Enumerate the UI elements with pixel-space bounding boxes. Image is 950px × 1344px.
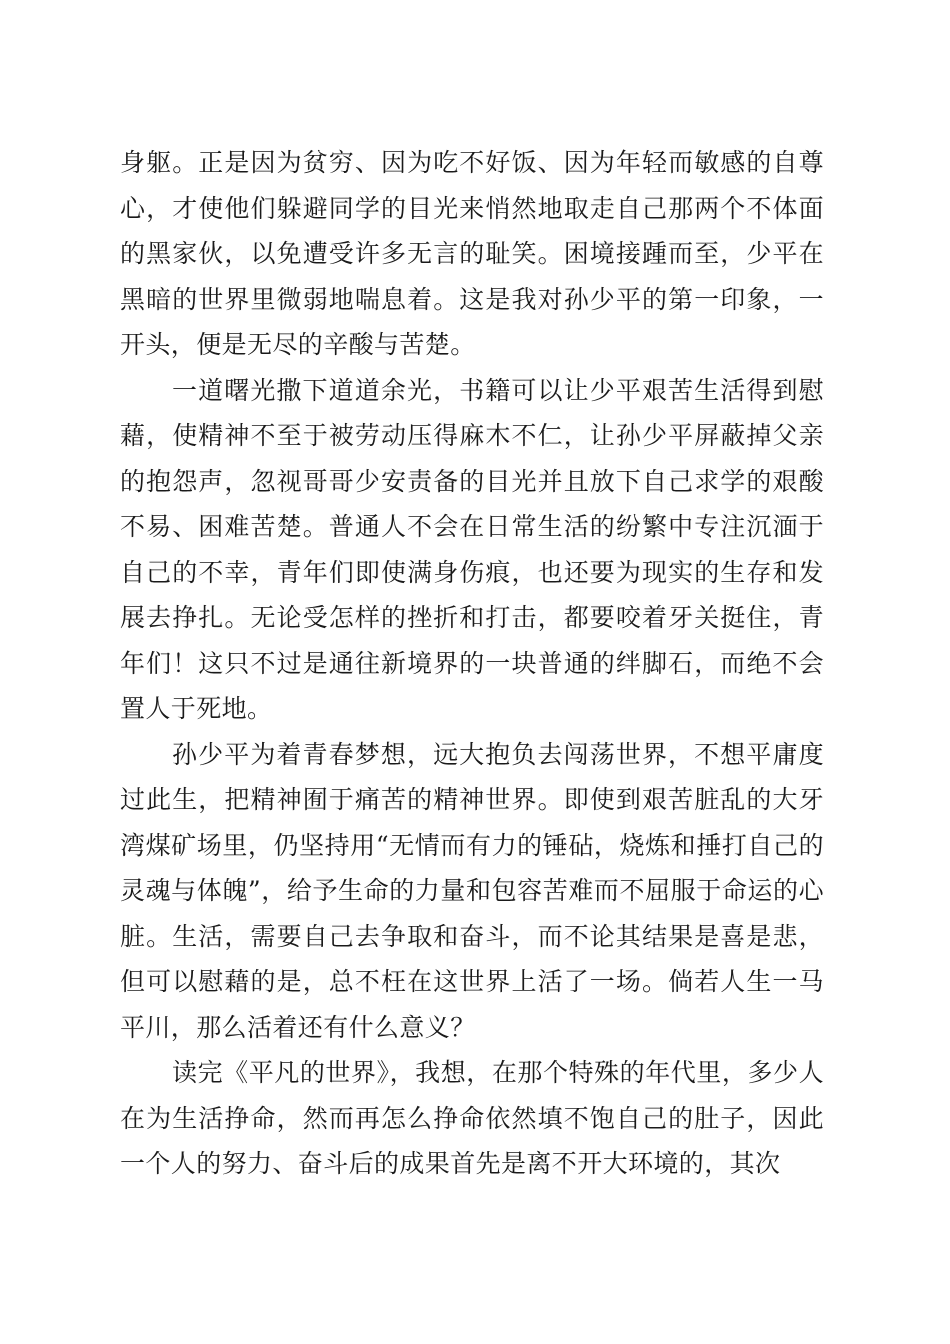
document-body <box>120 140 824 1187</box>
paragraph-4: 读完《平凡的世界》，我想，在那个特殊的年代里，多少人在为生活挣命，然而再怎么挣命依然填不饱自己的肚子，因此一个人的努力、奋斗后的成果首先是离不开大环境的，其次 <box>120 1058 824 1178</box>
paragraph-3: 孙少平为着青春梦想，远大抱负去闯荡世界，不想平庸度过此生，把精神囿于痛苦的精神世界。即使到艰苦脏乱的大牙湾煤矿场里，仍坚持用“无情而有力的锤砧，烧炼和捶打自己的灵魂与体魄”，给予生命的力量和包容苦难而不屈服于命运的心脏。生活，需要自己去争取和奋斗，而不论其结果是喜是悲，但可以慰藉的是，总不枉在这世界上活了一场。倘若人生一马平川，那么活着还有什么意义？ <box>120 739 824 1042</box>
paragraph-1: 身躯。正是因为贫穷、因为吃不好饭、因为年轻而敏感的自尊心，才使他们躲避同学的目光来悄然地取走自己那两个不体面的黑家伙，以免遭受许多无言的耻笑。困境接踵而至，少平在黑暗的世界里微弱地喘息着。这是我对孙少平的第一印象，一开头，便是无尽的辛酸与苦楚。 <box>120 148 824 359</box>
paragraph-2: 一道曙光撒下道道余光，书籍可以让少平艰苦生活得到慰藉，使精神不至于被劳动压得麻木不仁，让孙少平屏蔽掉父亲的抱怨声，忽视哥哥少安责备的目光并且放下自己求学的艰酸不易、困难苦楚。普通人不会在日常生活的纷繁中专注沉湎于自己的不幸，青年们即使满身伤痕，也还要为现实的生存和发展去挣扎。无论受怎样的挫折和打击，都要咬着牙关挺住，青年们！这只不过是通往新境界的一块普通的绊脚石，而绝不会置人于死地。 <box>120 375 824 723</box>
